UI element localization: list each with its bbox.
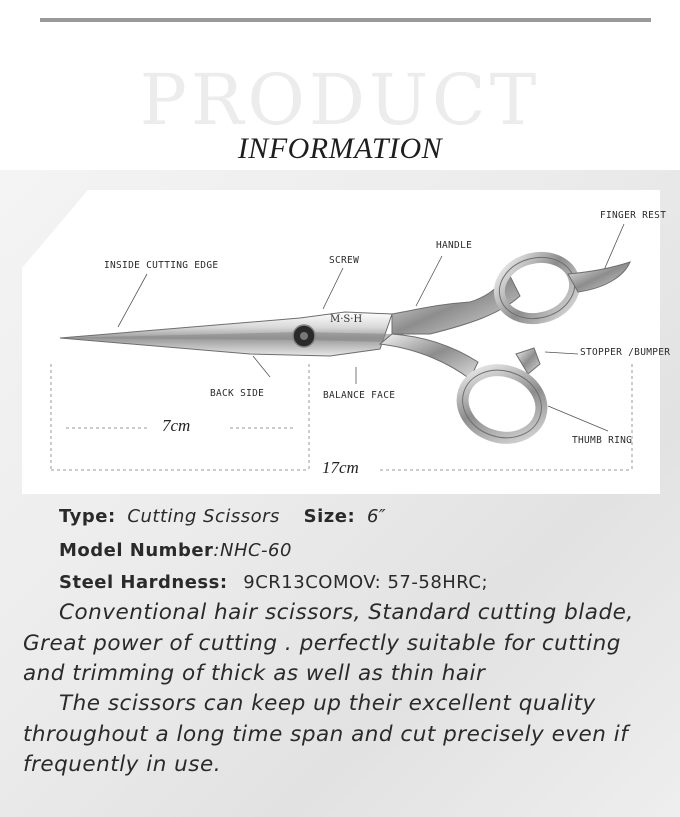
label-stopper-bumper: STOPPER /BUMPER (580, 347, 671, 358)
label-handle: HANDLE (436, 240, 473, 251)
label-balance-face: BALANCE FACE (323, 390, 396, 401)
size-label: Size: (303, 506, 356, 527)
dimension-blade-length: 7cm (162, 416, 191, 435)
description-line: throughout a long time span and cut precisely even if (23, 721, 629, 747)
description-paragraph-2 (23, 689, 663, 781)
page-title: INFORMATION (237, 132, 443, 165)
description-line: and trimming of thick as well as thin hair (23, 661, 486, 686)
diagram-canvas (0, 184, 680, 500)
type-value: Cutting Scissors (127, 506, 280, 527)
description-line: Conventional hair scissors, Standard cutting blade, (59, 600, 634, 625)
scissors-diagram (0, 184, 680, 500)
size-value: 6″ (366, 506, 387, 527)
label-inside-cutting-edge: INSIDE CUTTING EDGE (104, 260, 219, 271)
description-paragraph-1 (23, 598, 663, 690)
label-thumb-ring: THUMB RING (572, 435, 633, 446)
spec-type-size-row (59, 506, 386, 527)
spec-model-row (59, 540, 292, 561)
dimension-total-length: 17cm (322, 458, 359, 477)
model-label: Model Number (59, 540, 214, 561)
description-line: The scissors can keep up their excellent quality (59, 691, 596, 716)
label-back-side: BACK SIDE (210, 388, 265, 399)
spec-steel-row (59, 572, 488, 593)
label-screw: SCREW (329, 255, 360, 266)
type-label: Type: (59, 506, 116, 527)
steel-label: Steel Hardness: (59, 572, 228, 593)
description-line: frequently in use. (23, 752, 222, 777)
steel-value: 9CR13COMOV: 57-58HRC; (243, 572, 489, 593)
top-rule (40, 18, 651, 22)
model-value: :NHC-60 (213, 540, 292, 561)
watermark-text: PRODUCT (139, 59, 541, 141)
description-line: Great power of cutting . perfectly suitable for cutting (23, 630, 621, 656)
label-finger-rest: FINGER REST (600, 210, 667, 221)
brand-mark: M·S·H (330, 314, 363, 325)
